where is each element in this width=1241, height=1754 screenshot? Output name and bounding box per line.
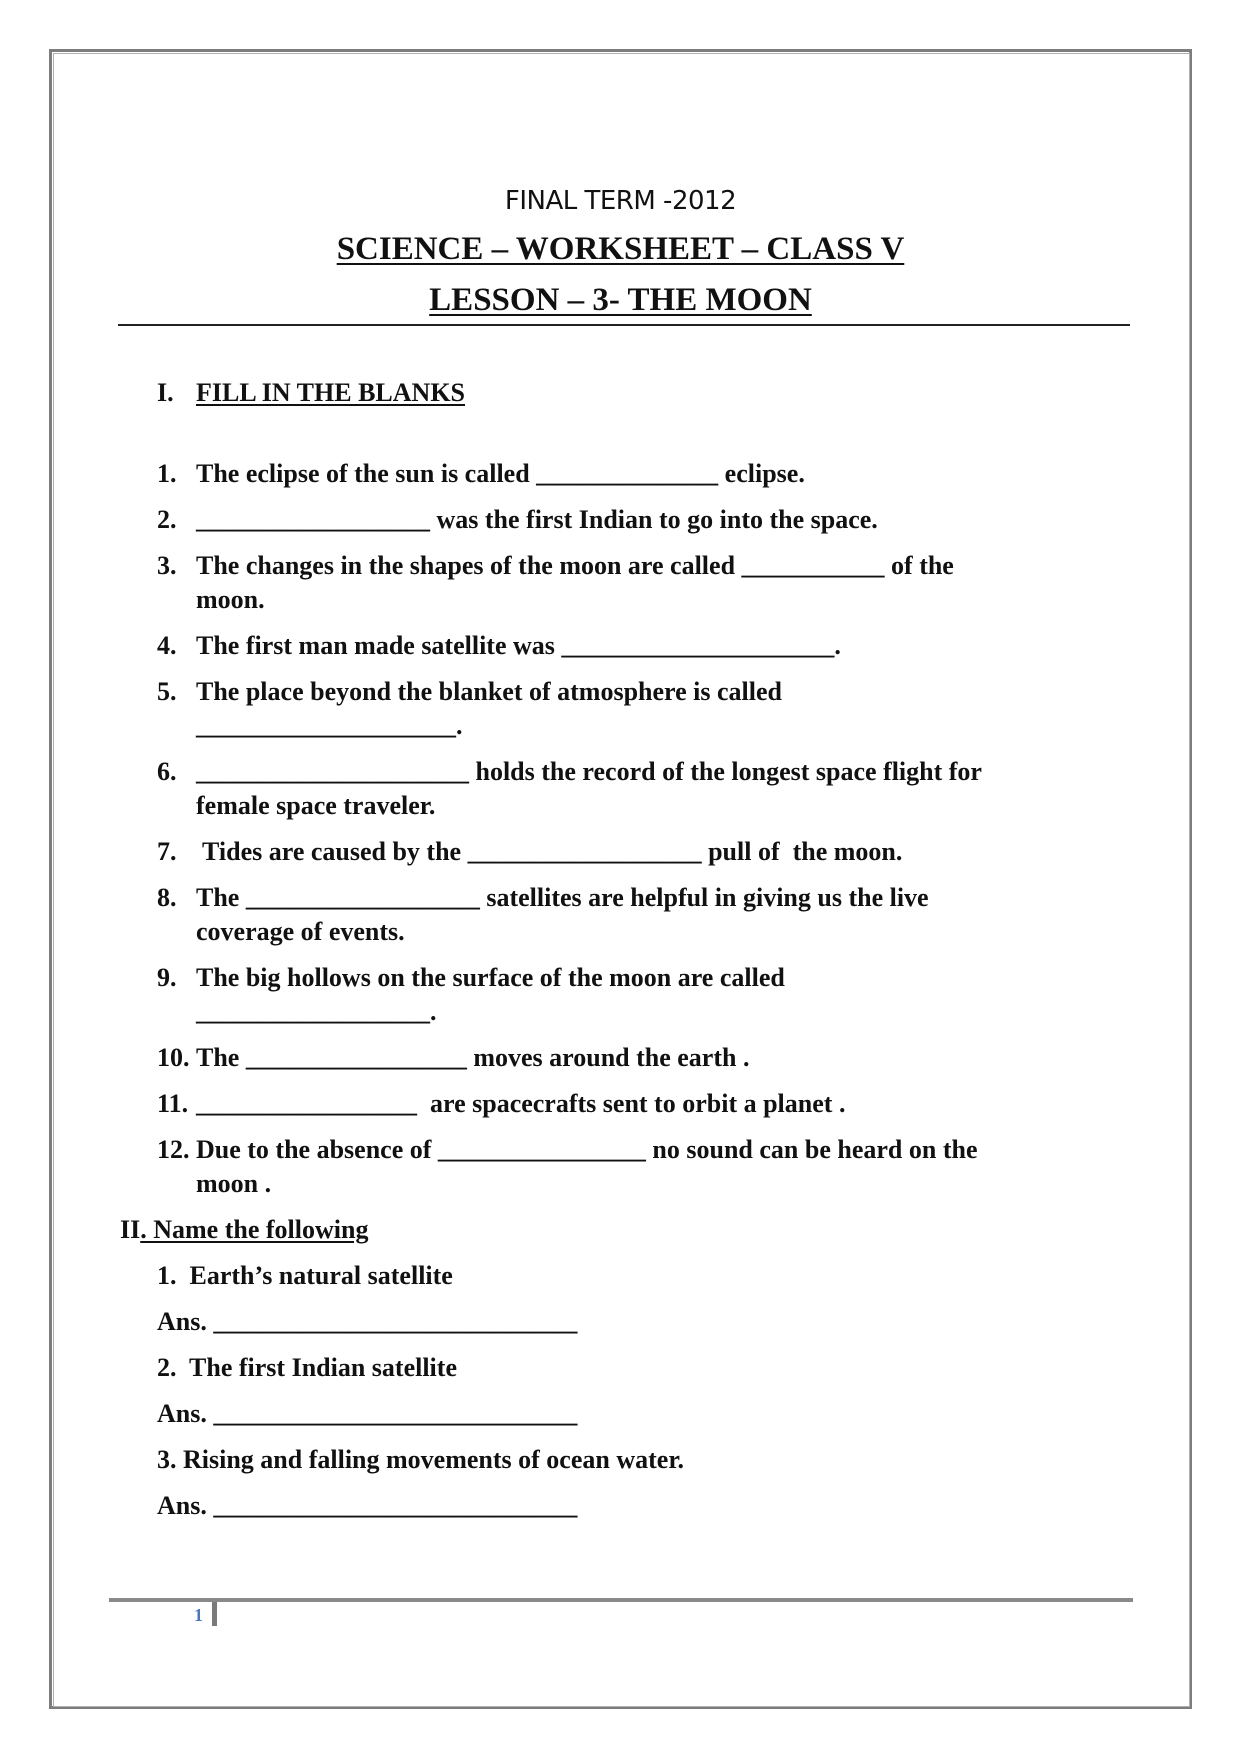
question-text: Tides are caused by the __________________ pull of the moon. [196, 837, 903, 866]
name-item-3-answer: Ans. ____________________________ [157, 1491, 578, 1520]
footer-divider [109, 1598, 1133, 1602]
lesson-title: LESSON – 3- THE MOON [429, 282, 812, 318]
question-text: The __________________ satellites are helpful in giving us the live [196, 883, 929, 912]
question-text-continued: coverage of events. [196, 917, 405, 946]
question-text-continued: moon. [196, 585, 265, 614]
page-number-bar [212, 1602, 217, 1626]
question-number: 11. [157, 1089, 189, 1118]
section-2-heading [120, 1215, 368, 1245]
section-1-numeral: I. [157, 378, 174, 407]
question-number: 9. [157, 963, 177, 992]
question-number: 1. [157, 459, 177, 488]
question-text: Due to the absence of ________________ no sound can be heard on the [196, 1135, 978, 1164]
question-text-continued: moon . [196, 1169, 272, 1198]
question-text-continued: ____________________. [196, 711, 463, 740]
question-number: 2. [157, 505, 177, 534]
question-number: 3. [157, 551, 177, 580]
question-number: 6. [157, 757, 177, 786]
section-1-heading: FILL IN THE BLANKS [196, 378, 466, 407]
name-item-2-answer: Ans. ____________________________ [157, 1399, 578, 1428]
question-text: The place beyond the blanket of atmosphere is called [196, 677, 782, 706]
question-number: 4. [157, 631, 177, 660]
question-text-continued: __________________. [196, 997, 437, 1026]
header-divider [118, 324, 1130, 326]
question-text: The _________________ moves around the earth . [196, 1043, 750, 1072]
question-text: The eclipse of the sun is called ______________ eclipse. [196, 459, 805, 488]
question-text: The big hollows on the surface of the moon are called [196, 963, 785, 992]
name-item-1-question: 1. Earth’s natural satellite [157, 1261, 453, 1290]
question-text: __________________ was the first Indian to go into the space. [196, 505, 878, 534]
section-2-numeral: II [120, 1215, 141, 1244]
name-item-1-answer: Ans. ____________________________ [157, 1307, 578, 1336]
question-number: 5. [157, 677, 177, 706]
question-text: The changes in the shapes of the moon are called ___________ of the [196, 551, 954, 580]
term-label: FINAL TERM -2012 [504, 186, 737, 216]
question-text: _____________________ holds the record of the longest space flight for [196, 757, 982, 786]
question-number: 7. [157, 837, 177, 866]
question-text: The first man made satellite was _____________________. [196, 631, 841, 660]
page-number: 1 [194, 1605, 203, 1625]
question-number: 12. [157, 1135, 190, 1164]
question-text: _________________ are spacecrafts sent to orbit a planet . [196, 1089, 846, 1118]
section-2-title: . Name the following [140, 1215, 369, 1244]
name-item-3-question: 3. Rising and falling movements of ocean water. [157, 1445, 684, 1474]
question-number: 10. [157, 1043, 190, 1072]
worksheet-title: SCIENCE – WORKSHEET – CLASS V [336, 231, 905, 267]
question-number: 8. [157, 883, 177, 912]
question-text-continued: female space traveler. [196, 791, 436, 820]
name-item-2-question: 2. The first Indian satellite [157, 1353, 457, 1382]
